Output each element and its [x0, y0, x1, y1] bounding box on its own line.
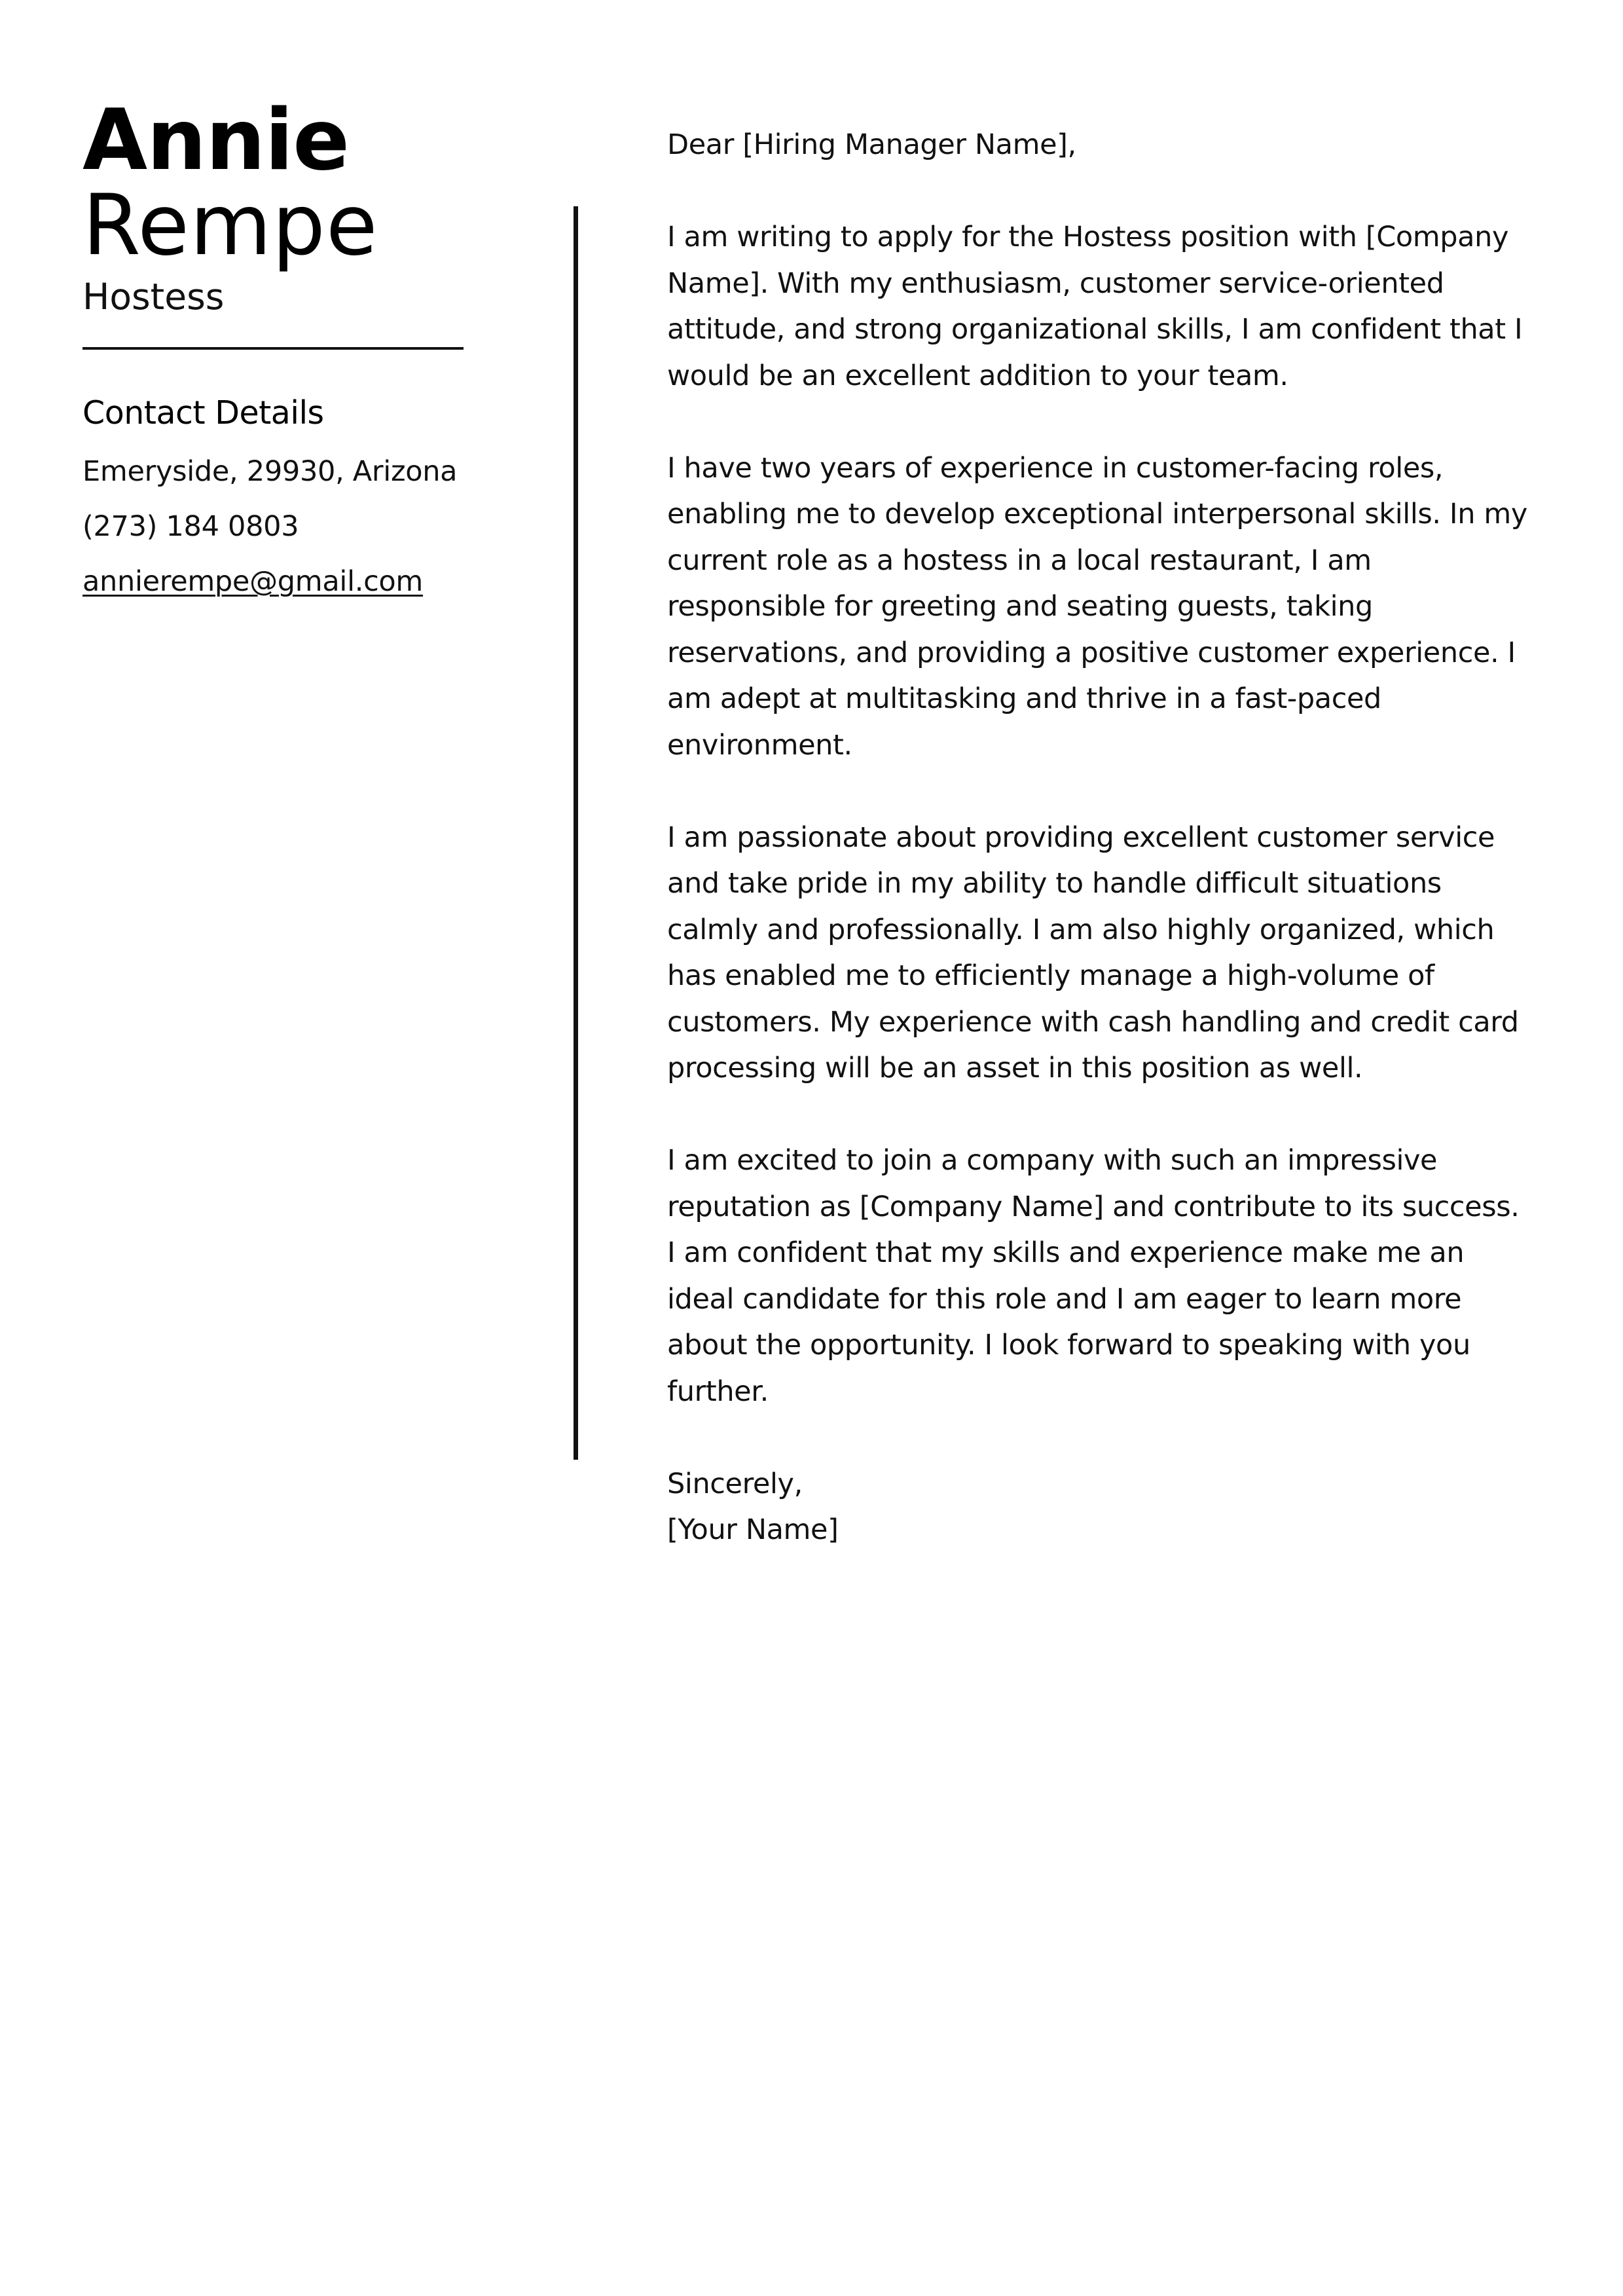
letter-closing: Sincerely, [667, 1467, 803, 1500]
letter-signature: [Your Name] [667, 1513, 839, 1546]
first-name: Annie [82, 92, 349, 189]
letter-paragraph: I am excited to join a company with such an impressive reputation as [Company Name] and contribute to its success. I am confident that my skills and experience make me an ideal candidate for this role and I am eager to learn more about the opportunity. I look forward to speaking with you further. [667, 1144, 1520, 1408]
job-title: Hostess [82, 276, 225, 318]
contact-email-link[interactable]: annierempe@gmail.com [82, 565, 424, 598]
contact-phone: (273) 184 0803 [82, 510, 299, 543]
letter-salutation: Dear [Hiring Manager Name], [667, 128, 1076, 161]
last-name: Rempe [82, 177, 378, 274]
letter-paragraph: I am passionate about providing excellent customer service and take pride in my ability to handle difficult situations calmly and professionally. I am also highly organized, which has enabled me to efficiently manage a high-volume of customers. My experience with cash handling and credit card processing will be an asset in this position as well. [667, 821, 1519, 1084]
vertical-divider [574, 206, 578, 1460]
contact-address: Emeryside, 29930, Arizona [82, 455, 458, 488]
sidebar [82, 92, 488, 600]
contact-details-heading: Contact Details [82, 394, 324, 432]
letter-paragraph: I have two years of experience in customer-facing roles, enabling me to develop exceptional interpersonal skills. In my current role as a hostess in a local restaurant, I am responsible for greeting and seating guests, taking reservations, and providing a positive customer experience. I am adept at multitasking and thrive in a fast-paced environment. [667, 451, 1527, 762]
letter-paragraph: I am writing to apply for the Hostess position with [Company Name]. With my enthusiasm, customer service-oriented attitude, and strong organizational skills, I am confident that I would be an excellent addition to your team. [667, 221, 1523, 392]
name-divider [82, 347, 464, 350]
letter-body [667, 122, 1531, 1553]
